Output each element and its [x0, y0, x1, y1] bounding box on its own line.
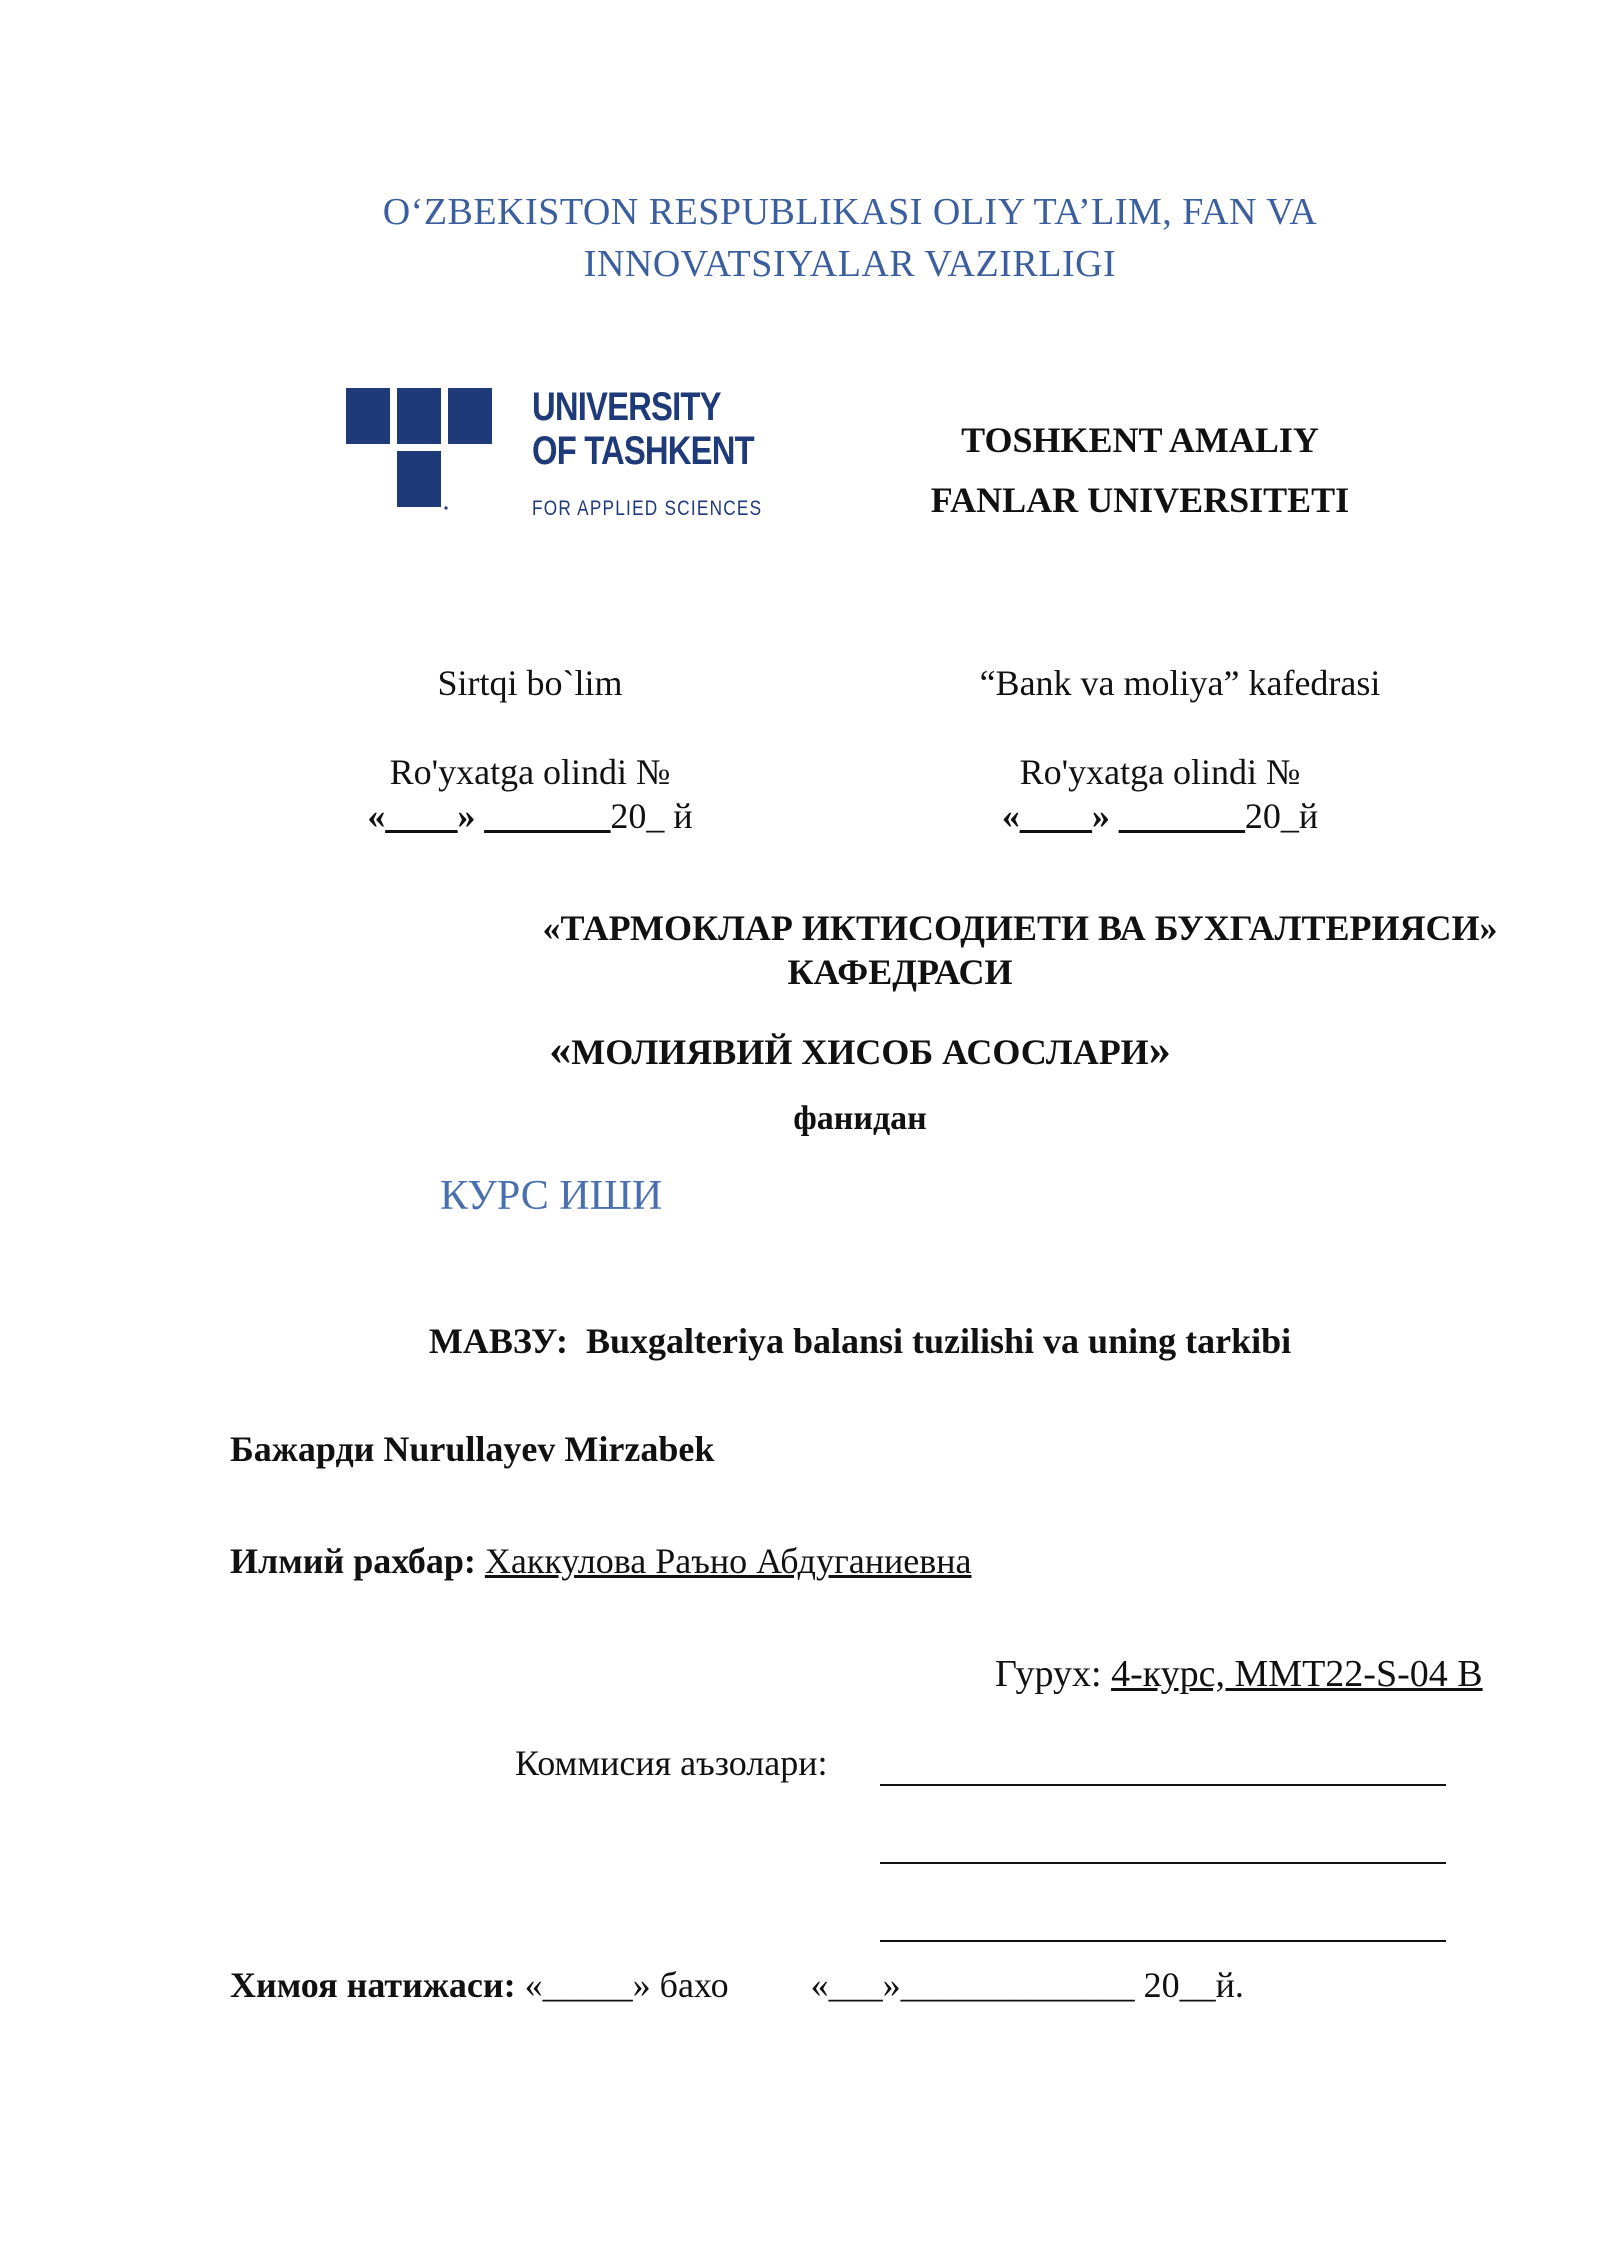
- date-day-blank: ____: [385, 796, 458, 836]
- department-right: “Bank va moliya” kafedrasi: [979, 663, 1381, 703]
- group: [995, 1652, 1483, 1696]
- topic: [300, 1320, 1420, 1362]
- logo-line-2: OF TASHKENT: [532, 429, 754, 473]
- supervisor-value: Хаккулова Раъно Абдуганиевна: [484, 1541, 972, 1581]
- subject-open-quote: «: [549, 1025, 572, 1074]
- supervisor-label: Илмий рахбар:: [230, 1541, 476, 1581]
- university-name-line-1: TOSHKENT AMALIY: [961, 420, 1319, 460]
- date-open-quote: «: [367, 796, 386, 836]
- chair-line-2: КАФЕДРАСИ: [787, 952, 1013, 992]
- subject-close-quote: »: [1148, 1025, 1171, 1074]
- supervisor: [230, 1540, 972, 1582]
- group-value: 4-курс, ММТ22-S-04 B: [1111, 1653, 1483, 1695]
- registration-left-date: [330, 794, 730, 838]
- date-close-quote: »: [457, 796, 476, 836]
- date-year: 20_й: [1244, 796, 1319, 836]
- performed-by-label: Бажарди: [230, 1429, 375, 1469]
- date-close-quote: »: [1091, 796, 1110, 836]
- date-month-blank: _______: [1118, 796, 1245, 836]
- defense-year: 20__й.: [1143, 1965, 1244, 2005]
- course-work-title: КУРС ИШИ: [440, 1173, 663, 1219]
- university-logo-mark: [346, 388, 496, 522]
- university-name-line-2: FANLAR UNIVERSITETI: [930, 480, 1350, 520]
- date-month-blank: _______: [484, 796, 611, 836]
- commission-signature-line-2: [880, 1862, 1446, 1864]
- performed-by-value: Nurullayev Mirzabek: [383, 1429, 715, 1469]
- defense-label: Химоя натижаси:: [230, 1965, 516, 2005]
- defense-date-blank: «___»_____________: [810, 1965, 1135, 2005]
- topic-value: Buxgalteriya balansi tuzilishi va uning tarkibi: [585, 1321, 1292, 1361]
- registration-right-date: [960, 794, 1360, 838]
- ministry-heading: [300, 186, 1400, 290]
- date-day-blank: ____: [1019, 796, 1092, 836]
- performed-by: [230, 1428, 714, 1470]
- registration-left-label: Ro'yxatga olindi №: [389, 752, 671, 792]
- registration-left: [330, 750, 730, 838]
- commission-signature-line-1: [880, 1784, 1446, 1786]
- department-left: Sirtqi bo`lim: [437, 663, 623, 703]
- subject-name: МОЛИЯВИЙ ХИСОБ АСОСЛАРИ: [571, 1032, 1149, 1072]
- logo-line-3: FOR APPLIED SCIENCES: [532, 497, 763, 520]
- topic-label: МАВЗУ:: [428, 1321, 568, 1361]
- group-label: Гурух:: [995, 1653, 1102, 1695]
- defense-grade-blank: «_____»: [524, 1965, 651, 2005]
- ministry-line-1: O‘ZBEKISTON RESPUBLIKASI OLIY TA’LIM, FAN VA: [382, 191, 1318, 233]
- university-logo-text: [532, 385, 813, 521]
- defense-result: [230, 1964, 1244, 2006]
- subject-title: [300, 1024, 1420, 1075]
- date-year: 20_ й: [610, 796, 693, 836]
- university-name: [880, 410, 1400, 530]
- registration-right: [960, 750, 1360, 838]
- subject-suffix: фанидан: [793, 1100, 927, 1137]
- date-open-quote: «: [1001, 796, 1020, 836]
- logo-line-1: UNIVERSITY: [532, 385, 721, 429]
- commission-label: Коммисия аъзолари:: [515, 1743, 828, 1783]
- ministry-line-2: INNOVATSIYALAR VAZIRLIGI: [583, 243, 1117, 285]
- defense-grade-label: бахо: [659, 1965, 729, 2005]
- commission-signature-line-3: [880, 1940, 1446, 1942]
- chair-heading: [300, 906, 1500, 994]
- registration-right-label: Ro'yxatga olindi №: [1019, 752, 1301, 792]
- chair-line-1: «ТАРМОКЛАР ИКТИСОДИЕТИ ВА БУХГАЛТЕРИЯСИ»: [542, 908, 1498, 948]
